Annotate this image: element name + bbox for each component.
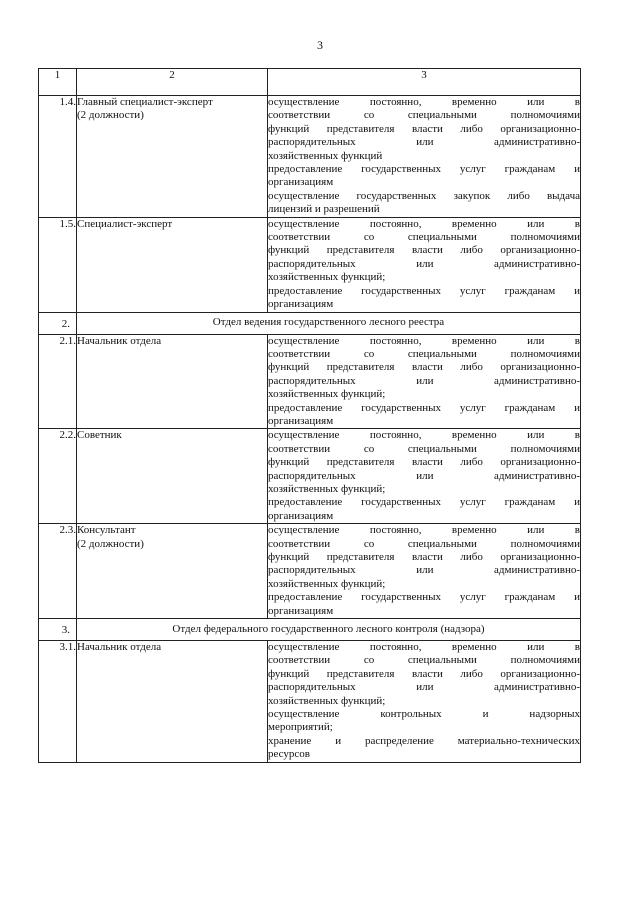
section-number: 2. [39, 312, 77, 334]
duty-line: организациям [268, 414, 334, 427]
position-cell [77, 429, 268, 524]
section-title: Отдел федерального государственного лесного контроля (надзора) [77, 619, 581, 641]
duty-line: осуществление постоянно, временно или в [268, 334, 580, 347]
table-row [39, 96, 581, 218]
duty-line: соответствии со специальными полномочиями [268, 109, 580, 122]
duty-line: распорядительных или административно- [268, 469, 580, 482]
duty-line: хозяйственных функций; [268, 482, 386, 495]
duty-line: хозяйственных функций; [268, 388, 386, 401]
duty-line: мероприятий; [268, 721, 333, 734]
item-number: 2.2. [39, 429, 77, 524]
header-cell-2: 2 [77, 69, 268, 96]
duty-line: организациям [268, 604, 334, 617]
position-title: Специалист-эксперт [77, 217, 173, 230]
duty-line: распорядительных или административно- [268, 681, 580, 694]
position-cell [77, 524, 268, 619]
duty-line: соответствии со специальными полномочиями [268, 537, 580, 550]
duty-line: осуществление постоянно, временно или в [268, 524, 580, 537]
duty-line: функций представителя власти либо организационно- [268, 244, 580, 257]
duty-line: предоставление государственных услуг гражданам и [268, 284, 580, 297]
position-title: Главный специалист-эксперт [77, 96, 213, 108]
duties-cell [268, 429, 581, 524]
table-row [39, 334, 581, 429]
duties-cell [268, 641, 581, 763]
duties-cell [268, 217, 581, 312]
duty-line: функций представителя власти либо организационно- [268, 456, 580, 469]
duty-line: соответствии со специальными полномочиями [268, 654, 580, 667]
duty-line: функций представителя власти либо организационно- [268, 551, 580, 563]
position-title: Советник [77, 429, 122, 442]
duty-line: ресурсов [268, 748, 310, 761]
duty-line: осуществление постоянно, временно или в [268, 429, 580, 442]
duty-line: соответствии со специальными полномочиями [268, 442, 580, 455]
duties-cell [268, 524, 581, 619]
item-number: 2.1. [39, 334, 77, 429]
duty-line: осуществление постоянно, временно или в [268, 217, 580, 230]
position-cell [77, 217, 268, 312]
section-title: Отдел ведения государственного лесного реестра [77, 312, 581, 334]
duty-line: предоставление государственных услуг гражданам и [268, 163, 580, 176]
duty-line: осуществление постоянно, временно или в [268, 641, 580, 654]
duty-line: предоставление государственных услуг гражданам и [268, 591, 580, 604]
table-row [39, 641, 581, 763]
position-title: Начальник отдела [77, 641, 162, 654]
position-cell [77, 334, 268, 429]
duty-line: функций представителя власти либо организационно- [268, 667, 580, 680]
item-number: 1.5. [39, 217, 77, 312]
position-title: Начальник отдела [77, 334, 162, 347]
duty-line: осуществление постоянно, временно или в [268, 96, 580, 108]
table-header-row [39, 69, 581, 96]
positions-table [38, 68, 581, 763]
duty-line: организациям [268, 509, 334, 522]
duty-line: соответствии со специальными полномочиями [268, 347, 580, 360]
duty-line: лицензий и разрешений [268, 203, 380, 216]
section-row [39, 619, 581, 641]
item-number: 3.1. [39, 641, 77, 763]
position-title: (2 должности) [77, 537, 144, 550]
position-title: (2 должности) [77, 109, 144, 122]
duty-line: предоставление государственных услуг гражданам и [268, 401, 580, 414]
duty-line: осуществление государственных закупок либо выдача [268, 189, 580, 202]
duty-line: хозяйственных функций; [268, 271, 386, 284]
duty-line: распорядительных или административно- [268, 374, 580, 387]
duty-line: организациям [268, 176, 334, 189]
item-number: 1.4. [39, 96, 77, 218]
header-cell-1: 1 [39, 69, 77, 96]
duty-line: распорядительных или административно- [268, 136, 580, 149]
duty-line: хозяйственных функций; [268, 577, 386, 590]
duty-line: предоставление государственных услуг гражданам и [268, 496, 580, 509]
position-cell [77, 96, 268, 218]
position-cell [77, 641, 268, 763]
table-row [39, 524, 581, 619]
duty-line: организациям [268, 298, 334, 311]
section-row [39, 312, 581, 334]
duty-line: функций представителя власти либо организационно- [268, 361, 580, 374]
duty-line: хранение и распределение материально-технических [268, 734, 580, 747]
duty-line: хозяйственных функций; [268, 694, 386, 707]
duties-cell [268, 334, 581, 429]
header-cell-3: 3 [268, 69, 581, 96]
duty-line: функций представителя власти либо организационно- [268, 122, 580, 135]
duty-line: хозяйственных функций [268, 149, 383, 162]
duties-cell [268, 96, 581, 218]
item-number: 2.3. [39, 524, 77, 619]
table-row [39, 429, 581, 524]
duty-line: распорядительных или административно- [268, 564, 580, 577]
duty-line: осуществление контрольных и надзорных [268, 708, 580, 721]
page-number: 3 [317, 38, 323, 52]
duty-line: соответствии со специальными полномочиями [268, 231, 580, 244]
duty-line: распорядительных или административно- [268, 257, 580, 270]
table-row [39, 217, 581, 312]
position-title: Консультант [77, 524, 136, 537]
section-number: 3. [39, 619, 77, 641]
